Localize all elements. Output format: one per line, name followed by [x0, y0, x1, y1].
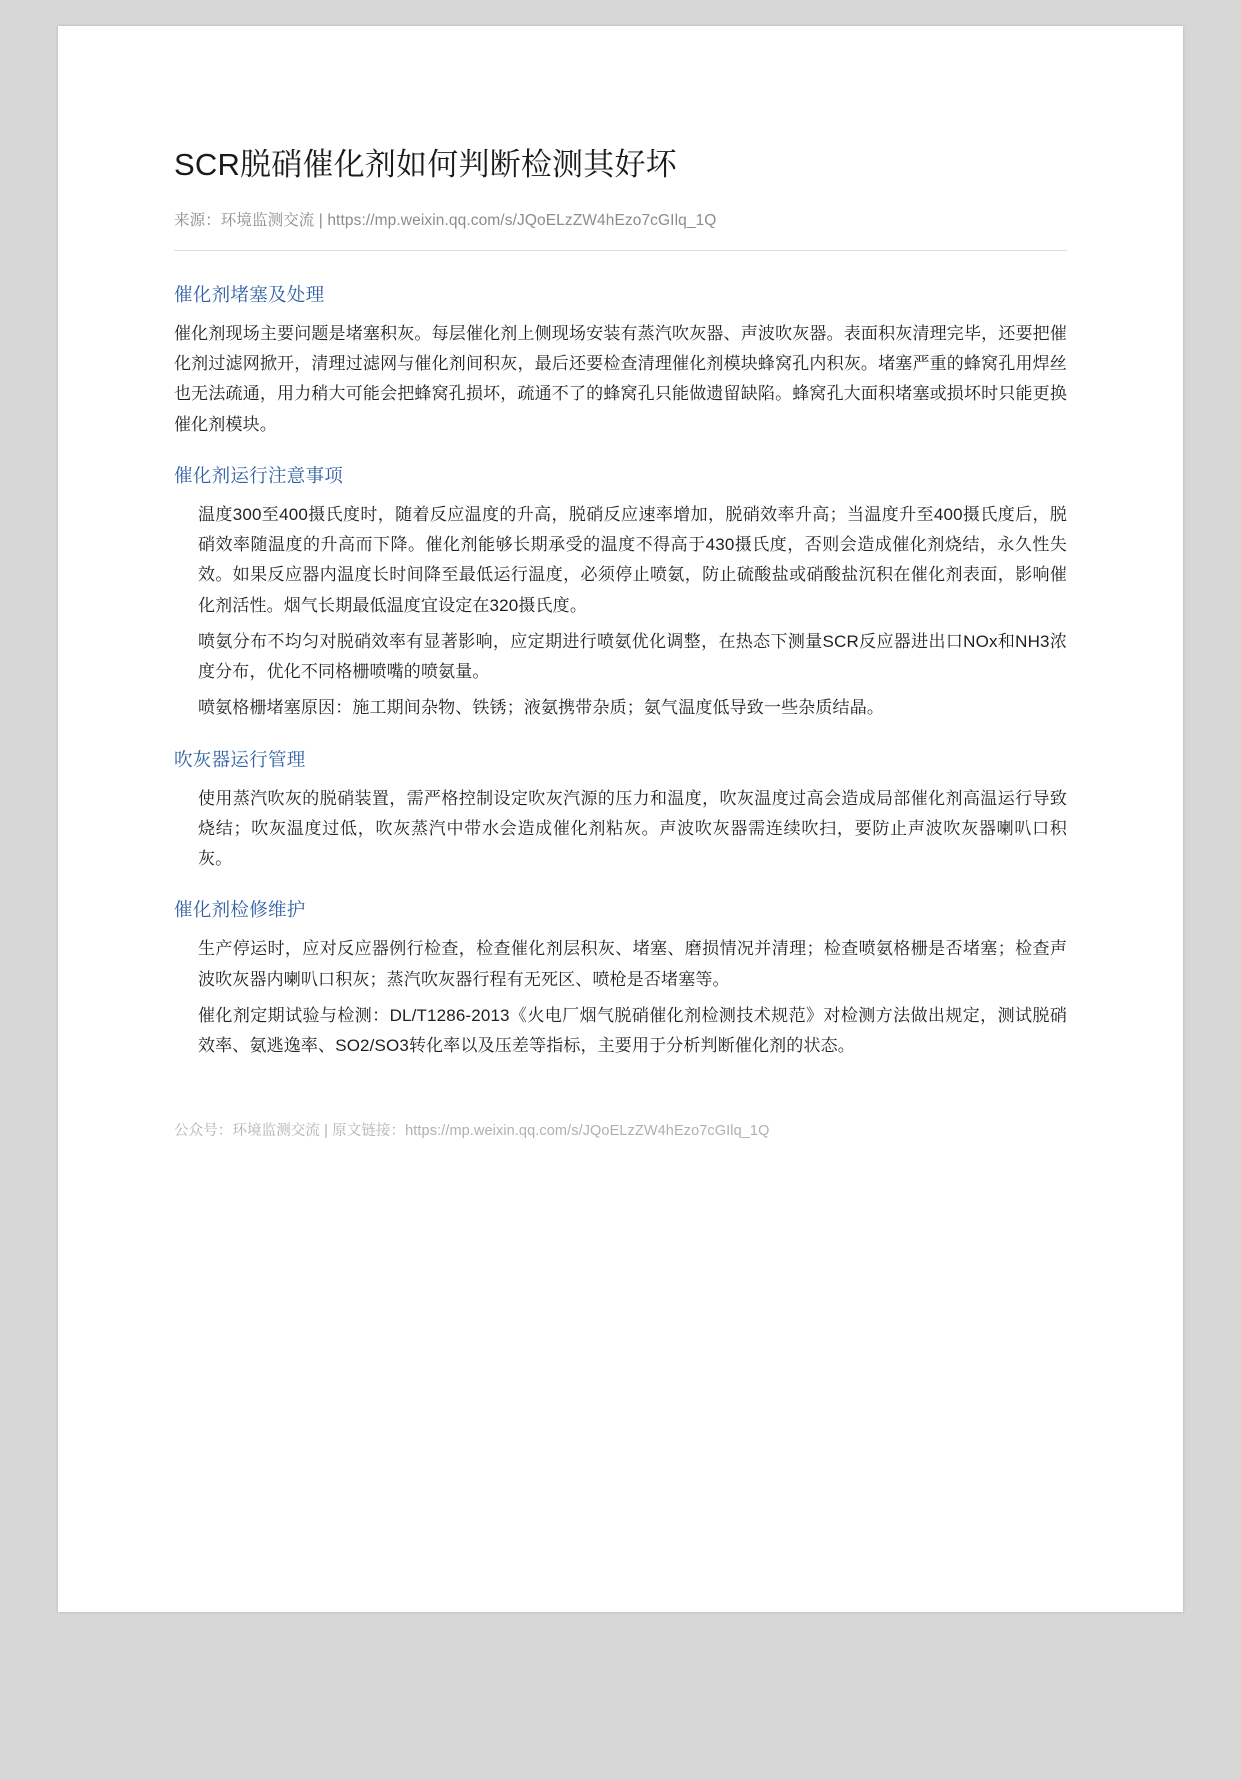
section-catalyst-blockage: [174, 281, 1067, 440]
section-heading: 催化剂运行注意事项: [174, 464, 344, 486]
header-divider: [174, 250, 1067, 251]
section-maintenance: [174, 896, 1067, 1061]
section-heading: 催化剂堵塞及处理: [174, 283, 325, 305]
source-line: 来源：环境监测交流 | https://mp.weixin.qq.com/s/JQoELzZW4hEzo7cGIlq_1Q: [174, 211, 717, 229]
document-page: [58, 26, 1183, 1612]
section-sootblower-management: [174, 746, 1067, 875]
section-paragraph: 喷氨格栅堵塞原因：施工期间杂物、铁锈；液氨携带杂质；氨气温度低导致一些杂质结晶。: [198, 698, 884, 718]
section-paragraph: 使用蒸汽吹灰的脱硝装置，需严格控制设定吹灰汽源的压力和温度，吹灰温度过高会造成局部催化剂高温运行导致烧结；吹灰温度过低，吹灰蒸汽中带水会造成催化剂粘灰。声波吹灰器需连续吹扫，要防止声波吹灰器喇叭口积灰。: [198, 788, 1067, 869]
section-heading: 吹灰器运行管理: [174, 748, 306, 770]
section-paragraph: 喷氨分布不均匀对脱硝效率有显著影响，应定期进行喷氨优化调整，在热态下测量SCR反应器进出口NOx和NH3浓度分布，优化不同格栅喷嘴的喷氨量。: [198, 631, 1067, 682]
page-title: SCR脱硝催化剂如何判断检测其好坏: [174, 147, 677, 182]
section-paragraph: 生产停运时，应对反应器例行检查，检查催化剂层积灰、堵塞、磨损情况并清理；检查喷氨格栅是否堵塞；检查声波吹灰器内喇叭口积灰；蒸汽吹灰器行程有无死区、喷枪是否堵塞等。: [198, 939, 1067, 989]
section-paragraph: 温度300至400摄氏度时，随着反应温度的升高，脱硝反应速率增加，脱硝效率升高；当温度升至400摄氏度后，脱硝效率随温度的升高而下降。催化剂能够长期承受的温度不得高于430摄氏度，否则会造成催化剂烧结，永久性失效。如果反应器内温度长时间降至最低运行温度，必须停止喷氨，防止硫酸盐或硝酸盐沉积在催化剂表面，影响催化剂活性。烟气长期最低温度宜设定在320摄氏度。: [198, 504, 1067, 615]
section-paragraph: 催化剂定期试验与检测：DL/T1286-2013《火电厂烟气脱硝催化剂检测技术规范》对检测方法做出规定，测试脱硝效率、氨逃逸率、SO2/SO3转化率以及压差等指标，主要用于分析判断催化剂的状态。: [198, 1005, 1067, 1056]
section-operation-notes: [174, 462, 1067, 724]
section-heading: 催化剂检修维护: [174, 899, 306, 921]
footer-source-link: 公众号：环境监测交流 | 原文链接：https://mp.weixin.qq.com/s/JQoELzZW4hEzo7cGIlq_1Q: [174, 1123, 770, 1140]
section-paragraph: 催化剂现场主要问题是堵塞积灰。每层催化剂上侧现场安装有蒸汽吹灰器、声波吹灰器。表面积灰清理完毕，还要把催化剂过滤网掀开，清理过滤网与催化剂间积灰，最后还要检查清理催化剂模块蜂窝孔内积灰。堵塞严重的蜂窝孔用焊丝也无法疏通，用力稍大可能会把蜂窝孔损坏，疏通不了的蜂窝孔只能做遗留缺陷。蜂窝孔大面积堵塞或损坏时只能更换催化剂模块。: [174, 323, 1067, 434]
